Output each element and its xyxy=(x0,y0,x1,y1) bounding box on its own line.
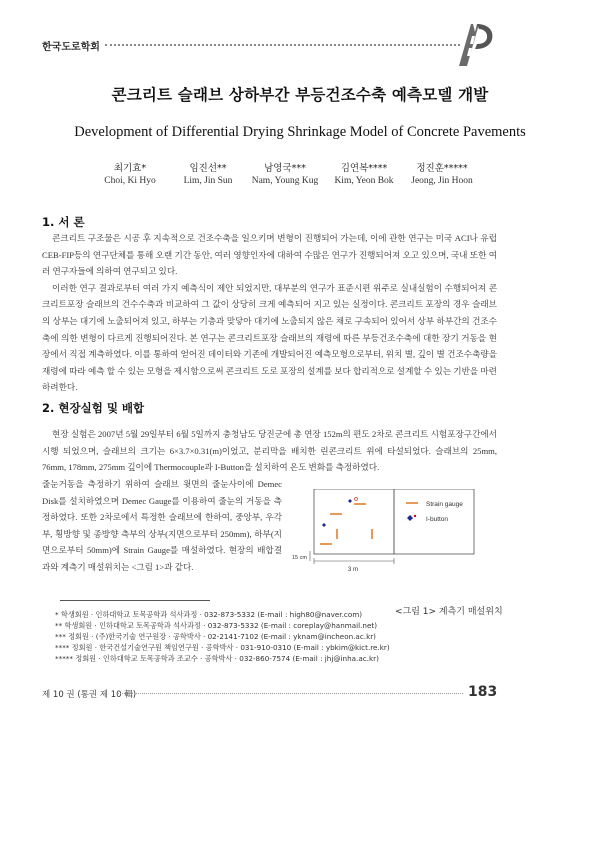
paragraph: 줄눈거동을 측정하기 위하여 슬래브 윗면의 줄눈사이에 Demec Disk를 설치하였으며 Demec Gauge를 이용하여 줄눈의 거동을 측정하였다. 또한 2차로에서 특정한 슬래브에 한하여, 중앙부, 우각부, 횡방향 및 종방향 측부의 상부(지면으로부터 250mm), 하부(지면으로부터 50mm)에 Strain Gauge를 매설하였다. 현장의 배합결과와 계측기 매설위치는 <그림 1>과 같다. xyxy=(42,479,282,572)
footnote: ** 학생회원 · 인하대학교 토목공학과 석사과정 · 032-873-5332 (E-mail : coreplay@hanmail.net) xyxy=(55,621,378,630)
author-name-korean: 임진선** xyxy=(189,163,227,174)
society-name: 한국도로학회 xyxy=(42,42,100,53)
ibutton-mark xyxy=(348,499,352,503)
author-name-korean: 최기효* xyxy=(113,163,147,174)
author-5 xyxy=(397,160,487,186)
legend-strain-label: Strain gauge xyxy=(426,501,463,508)
section-2-body xyxy=(42,426,497,476)
author-name-english: Choi, Ki Hyo xyxy=(104,176,156,186)
legend-ibutton-label: I-button xyxy=(426,516,449,523)
author-4 xyxy=(319,160,409,186)
author-name-korean: 남영국*** xyxy=(264,163,306,174)
author-name-english: Kim, Yeon Bok xyxy=(334,176,394,186)
ibutton-mark xyxy=(322,523,326,527)
paper-title-english: Development of Differential Drying Shrinkage Model of Concrete Pavements xyxy=(74,124,526,140)
paper-title-korean: 콘크리트 슬래브 상하부간 부등건조수축 예측모델 개발 xyxy=(111,86,489,104)
dim-15cm-label: 15 cm xyxy=(292,555,307,561)
figure-1-caption: <그림 1> 계측기 매설위치 xyxy=(395,607,503,617)
author-name-english: Lim, Jin Sun xyxy=(183,176,233,186)
section-2-heading: 2. 현장실험 및 배합 xyxy=(42,401,145,415)
author-name-english: Nam, Young Kug xyxy=(251,176,319,186)
dim-3m-label: 3 m xyxy=(348,567,359,573)
author-name-english: Jeong, Jin Hoon xyxy=(411,176,473,186)
footnote: **** 정회원 · 한국건설기술연구원 책임연구원 · 공학박사 · 031-910-0310 (E-mail : ybkim@kict.re.kr) xyxy=(55,643,390,652)
extra-mark xyxy=(355,498,358,501)
section-1-body xyxy=(42,230,497,396)
section-2-wrap-text xyxy=(42,476,282,576)
society-logo-icon xyxy=(455,18,495,68)
footnotes xyxy=(55,609,495,664)
footnote: * 학생회원 · 인하대학교 토목공학과 석사과정 · 032-873-5332 (E-mail : high80@naver.com) xyxy=(55,610,363,619)
footer-divider xyxy=(118,693,463,694)
author-1 xyxy=(85,160,175,186)
paragraph: 콘크리트 구조물은 시공 후 지속적으로 건조수축을 일으키며 변형이 진행되어 가는데, 이에 관한 연구는 미국 ACI나 유럽 CEB-FIP등의 연구단체를 통해 오랜 기간 동안, 여러 영향인자에 대하여 수많은 연구가 진행되어져 오고 있으며, 국내 또한 여러 연구자들에 의하여 연구되고 있다. xyxy=(42,233,497,277)
page-number: 183 xyxy=(468,684,498,700)
author-name-korean: 정진훈***** xyxy=(416,163,468,174)
author-name-korean: 김연복**** xyxy=(340,163,388,174)
footnote: *** 정회원 · (주)한국기술 연구원장 · 공학박사 · 02-2141-7102 (E-mail : yknam@incheon.ac.kr) xyxy=(55,632,376,641)
header-divider xyxy=(105,44,460,46)
paragraph: 현장 실험은 2007년 5월 29일부터 6월 5일까지 충청남도 당진군에 총 연장 152m의 편도 2차로 콘크리트 시험포장구간에서 시행 되었으며, 슬래브의 크기는 6×3.7×0.31(m)이었고, 분리막을 배치한 린콘크리트 위에 타설되었다. 슬래브의 25mm, 76mm, 178mm, 275mm 깊이에 Thermocouple과 I-Button을 설치하여 온도 변화를 측정하였다. xyxy=(42,429,497,473)
legend-extra-dot xyxy=(414,515,416,517)
footer-volume: 제 10 권 (통권 제 10 輯) xyxy=(42,690,137,700)
author-3 xyxy=(240,160,330,186)
footnote-divider xyxy=(60,600,210,601)
figure-1-gauge-layout xyxy=(292,489,502,574)
section-1-heading: 1. 서 론 xyxy=(42,215,85,229)
footnote: ***** 정회원 · 인하대학교 토목공학과 조교수 · 공학박사 · 032-860-7574 (E-mail : jhj@inha.ac.kr) xyxy=(55,654,379,663)
paragraph: 이러한 연구 결과로부터 여러 가지 예측식이 제안 되었지만, 대부분의 연구가 표준시편 위주로 실내실험이 수행되어져 콘크리트포장 슬래브의 건수수축과 비교하여 그 값이 상당히 크게 예측되어 지고 있는 실정이다. 콘크리트 포장의 경우 슬래브의 상부는 대기에 노출되어져 있고, 하부는 기층과 맞닿아 대기에 노출되지 않은 채로 구속되어 있어서 상부 하부간의 건조수축에 의한 변형이 다르게 진행되어진다. 본 연구는 콘크리트포장 슬래브의 재령에 따른 부등건조수축에 대한 장기 거동을 현장에서 직접 계측하였다. 이를 통하여 얻어진 데이터와 기존에 개발되어진 예측모형으로부터, 위치 별, 깊이 별 건조수축량을 재령에 따라 예측 할 수 있는 모형을 제시함으로써 콘크리트 도로 포장의 설계를 보다 합리적으로 설계할 수 있는 기반을 마련하려한다. xyxy=(42,282,497,393)
legend-ibutton-swatch xyxy=(407,515,413,521)
